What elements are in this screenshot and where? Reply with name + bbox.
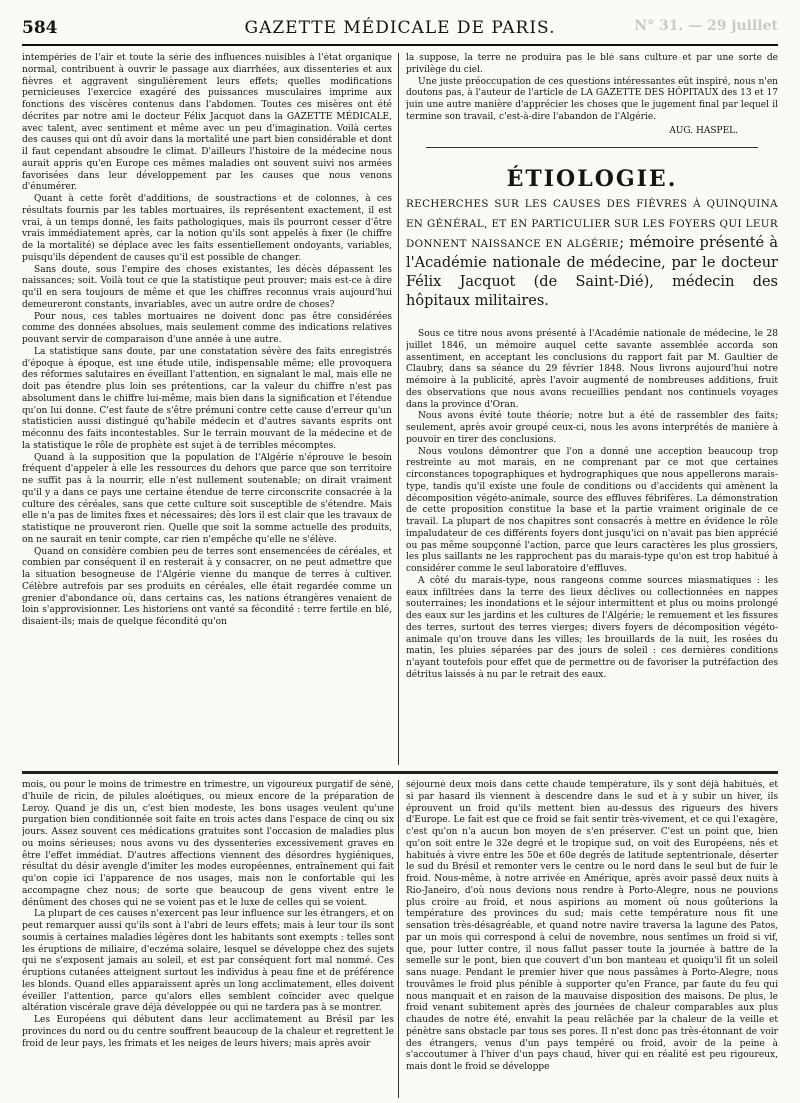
paragraph: mois, ou pour le moins de trimestre en trimestre, un vigoureux purgatif de séné, d'huile de ricin, de pilules aloétiques, ou mieux encore de la préparation de Leroy. Quand je dis un, c'est bien modeste, les bons usages veulent qu'une purgation bien conditionnée soit faite en trois actes dans l'espace de cinq ou six jours. Assez souvent ces médications gratuites sont l'occasion de maladies plus ou moins sérieuses; nous avons vu des dyssenteries excessivement graves en être l'effet immédiat. D'autres affections viennent des désordres hygiéniques, résultat du désir avengle d'imiter les modes européennes, entraînement qui fait qu'on copie ici l'apparence de nos usages, mais non le confortable qui les accompagne chez nous; de sorte que beaucoup de gens vivent entre le dénûment des choses qui ne se voient pas et le luxe de celles qui se voient. — [22, 780, 394, 908]
paragraph: Les Européens qui débutent dans leur acclimatement au Brésil par les provinces du nord ou du centre souffrent beaucoup de la chaleur et regrettent le froid de leur pays, les frimats et les neiges de leurs hivers; mais après avoir — [22, 1015, 394, 1049]
paragraph: A côté du marais-type, nous rangeons comme sources miasmatiques : les eaux infiltrées dans la terre des lieux déclives ou collectionnées en nappes souterraines; les inondations et le séjour intermittent et plus ou moins prolongé des eaux sur les jardins et les cultures de l'Algérie; le remuement et les fissures des terres, surtout des terres vierges; divers foyers de décomposition végéto-animale qu'on trouve dans les villes; les brouillards de la nuit, les rosées du matin, les pluies séparées par des jours de soleil : ces dernières conditions n'ayant toutefois pour effet que de permettre ou de favoriser la putréfaction des détritus laissés à nu par le retrait des eaux. — [406, 575, 778, 680]
paragraph: intempéries de l'air et toute la série des influences nuisibles à l'état organique normal, contribuent à ouvrir le passage aux diarrhées, aux dissenteries et aux fièvres et aggravent singulièrement leurs effets; quelles modifications pernicieuses l'exercice exagéré des puissances musculaires imprime aux fonctions des viscères contenus dans l'abdomen. Toutes ces misères ont été décrites par notre ami le docteur Félix Jacquot dans la GAZETTE MÉDICALE, avec talent, avec sentiment et même avec un peu d'imagination. Voilà certes des causes qui ont dû avoir dans la mortalité une part bien considérable et dont il faut cependant absoudre le climat. D'ailleurs l'histoire de la médecine nous aurait appris qu'en Europe ces mêmes maladies ont souvent suivi nos armées favorisées dans leur développement par les causes que nous venons d'énumérer. — [22, 53, 392, 193]
column-top-left — [22, 53, 392, 765]
column-top-right — [406, 53, 778, 765]
article-title-caps: RECHERCHES SUR LES CAUSES DES FIÈVRES À QUINQUINA EN GÉNÉRAL, ET EN PARTICULIER SUR LES FOYERS QUI LEUR DONNENT NAISSANCE EN ALGÉRIE — [406, 198, 778, 250]
paragraph: Quand à la supposition que la population de l'Algérie n'éprouve le besoin fréquent d'appeler à elle les ressources du dehors que parce que son territoire ne suffit pas à la nourrir, elle n'est nullement soutenable; on dirait vraiment qu'il y a dans ce pays une certaine étendue de terre circonscrite consacrée à la culture des céréales, sans que cette culture soit susceptible de s'étendre. Mais elle n'a pas de limites fixes et nécessaires; dès lors il est clair que les travaux de statistique ne prouveront rien. Quelle que soit la somme actuelle des produits, on ne saurait en tenir compte, car rien n'empêche qu'elle ne s'élève. — [22, 452, 392, 545]
paragraph: Une juste préoccupation de ces questions intéressantes eût inspiré, nous n'en doutons pas, à l'auteur de l'article de LA GAZETTE DES HÔPITAUX des 13 et 17 juin une autre manière d'apprécier les choses que le jugement final par lequel il termine son travail, c'est-à-dire l'abandon de l'Algérie. — [406, 76, 778, 122]
article-title-rest: ; mémoire présenté à l'Académie nationale de médecine, par le docteur Félix Jacquot (de Saint-Dié), médecin des hôpitaux militaires. — [406, 235, 778, 309]
paragraph: la suppose, la terre ne produira pas le blé sans culture et par une sorte de privilège du ciel. — [406, 53, 778, 75]
paragraph: Nous voulons démontrer que l'on a donné une acception beaucoup trop restreinte au mot marais, en ne comprenant par ce mot que certaines circonstances topographiques et hydrographiques que nous appellerons marais-type, tandis qu'il existe une foule de conditions ou d'accidents qui amènent la décomposition végéto-animale, source des effluves fébrifères. La démonstration de cette proposition constitue la base et la partie vraiment originale de ce travail. La plupart de nos chapitres sont consacrés à mettre en évidence le rôle impaludateur de ces différents foyers dont jusqu'ici on n'avait pas bien apprécié ou pas même soupçonné l'action, parce que leurs caractères les plus grossiers, les plus saillants ne les rapprochent pas du marais-type qu'on est trop habitué à considérer comme le seul laboratoire d'effluves. — [406, 446, 778, 574]
publication-title: GAZETTE MÉDICALE DE PARIS. — [244, 18, 556, 38]
paragraph: séjourné deux mois dans cette chaude température, ils y sont déjà habitués, et si par hasard ils viennent à descendre dans le sud et à y subir un hiver, ils éprouvent un froid qu'ils mettent bien au-dessus des rigueurs des hivers d'Europe. Le fait est que ce froid se fait sentir très-vivement, et ce qui l'exagère, c'est qu'on n'a aucun bon moyen de s'en préserver. C'est un point que, bien qu'on soit entre le 32e degré et le tropique sud, on voit des Européens, nés et habitués à vivre entre les 50e et 60e degrés de latitude septentrionale, déserter le sud du Brésil et remonter vers le centre ou le nord dans le seul but de fuir le froid. Nous-même, à notre arrivée en Amérique, après avoir passé deux nuits à Rio-Janeiro, d'où nous devions nous rendre à Porto-Alegre, nous ne pouvions plus croire au froid, et nous aspirions au moment où nous goûterions la température des provinces du sud; mais cette température nous fit une sensation très-désagréable, et quand notre navire traversa la lagune des Patos, par un mois qui correspond à celui de novembre, nous sentîmes un froid si vif, que, pour lutter contre, il nous fallut passer toute la journée à battre de la semelle sur le pont, bien que couvert d'un bon manteau et quoiqu'il fît un soleil sans nuage. Pendant le premier hiver que nous passâmes à Porto-Alegre, nous trouvâmes le froid plus pénible à supporter qu'en France, par faute du feu qui nous manquait et en raison de la mauvaise disposition des maisons. De plus, le froid venant subitement après des journées de chaleur comparables aux plus chaudes de notre été, envahit la peau relâchée par la chaleur de la veille et pénètre sans obstacle par tous ses pores. Il n'est donc pas très-étonnant de voir des étrangers, venus d'un pays tempéré ou froid, avoir de la peine à s'accoutumer à l'hiver d'un pays chaud, hiver qui en réalité est peu rigoureux, mais dont le froid se développe — [406, 780, 778, 1072]
paragraph: Nous avons évité toute théorie; notre but a été de rassembler des faits; seulement, après avoir groupé ceux-ci, nous les avons interprétés de manière à pouvoir en tirer des conclusions. — [406, 411, 778, 445]
paragraph: Quant à cette forêt d'additions, de soustractions et de colonnes, à ces résultats fournis par les tables mortuaires, ils représentent exactement, il est vrai, à un temps donné, les faits pathologiques, mais ils pourront cesser d'être vrais immédiatement après, car la notion qu'ils sont appelés à fixer (le chiffre de la mortalité) se déplace avec les faits essentiellement ondoyants, variables, puisqu'ils dépendent de causes qu'il est possible de changer. — [22, 194, 392, 263]
paragraph: La statistique sans doute, par une constatation sévère des faits enregistrés d'époque à époque, est une étude utile, indispensable même; elle provoquera des réformes salutaires en éveillant l'attention, en signalant le mal, mais elle ne doit pas étendre plus loin ses prétentions, car la valeur du chiffre n'est pas absolument dans le chiffre lui-même, mais bien dans la signification et l'étendue qu'on lui donne. C'est faute de s'être prémuni contre cette cause d'erreur qu'un statisticien aussi distingué qu'habile médecin et d'autres savants esprits ont méconnu des faits incontestables. Sur le terrain mouvant de la médecine et de la statistique le rôle de prophète est sujet à de terribles mécomptes. — [22, 346, 392, 451]
column-divider — [398, 53, 399, 765]
horizontal-divider — [22, 771, 778, 774]
paragraph: Pour nous, ces tables mortuaires ne doivent donc pas être considérées comme des données absolues, mais seulement comme des indications relatives pouvant servir de comparaison d'une année à une autre. — [22, 311, 392, 345]
issue-date: N° 31. — 29 juillet — [634, 18, 778, 34]
author-signature: AUG. HASPEL. — [669, 125, 738, 136]
page-number: 584 — [22, 18, 58, 38]
column-bottom-right — [406, 780, 778, 1098]
paragraph: La plupart de ces causes n'exercent pas leur influence sur les étrangers, et on peut remarquer aussi qu'ils sont à l'abri de leurs effets; mais à leur tour ils sont soumis à certaines maladies légères dont les habitants sont exempts : telles sont les éruptions de miliaire, d'eczéma solaire, lesquel se développe chez des sujets qui ne s'exposent jamais au soleil, et est par conséquent fort mal nommé. Ces éruptions cutanées atteignent surtout les individus à peau fine et de préférence les blonds. Quand elles apparaissent après un long acclimatement, elles doivent éveiller l'attention, parce qu'alors elles semblent coïncider avec quelque altération viscérale grave déjà développée ou qui ne tardera pas à se montrer. — [22, 909, 394, 1014]
article-title — [406, 194, 778, 311]
paragraph: Quand on considère combien peu de terres sont ensemencées de céréales, et combien par conséquent il en resterait à y consacrer, on ne peut admettre que la situation besogneuse de l'Algérie vienne du manque de terres à cultiver. Célèbre autrefois par ses produits en céréales, elle était regardée comme un grenier d'abondance où, dans certains cas, les nations étrangères venaient de loin s'approvisionner. Les historiens ont vanté sa fécondité : terre fertile en blé, disaient-ils; mais de quelque fécondité qu'on — [22, 546, 392, 627]
page-header — [22, 14, 778, 46]
column-bottom-left — [22, 780, 394, 1098]
section-title: ÉTIOLOGIE. — [506, 166, 678, 193]
column-divider — [398, 780, 399, 1098]
paragraph: Sans doute, sous l'empire des choses existantes, les décès dépassent les naissances; soit. Voilà tout ce que la statistique peut prouver; mais est-ce à dire qu'il en sera toujours de même et que les chiffres reconnus vrais aujourd'hui demeureront constants, invariables, avec un autre ordre de choses? — [22, 264, 392, 310]
paragraph: Sous ce titre nous avons présenté à l'Académie nationale de médecine, le 28 juillet 1846, un mémoire auquel cette savante assemblée accorda son assentiment, en acceptant les conclusions du rapport fait par M. Gaultier de Claubry, dans sa séance du 29 février 1848. Nous livrons aujourd'hui notre mémoire à la publicité, après l'avoir augmenté de nombreuses additions, fruit des observations que nous avons recueillies pendant nos continuels voyages dans la province d'Oran. — [406, 329, 778, 410]
section-divider — [426, 147, 758, 148]
